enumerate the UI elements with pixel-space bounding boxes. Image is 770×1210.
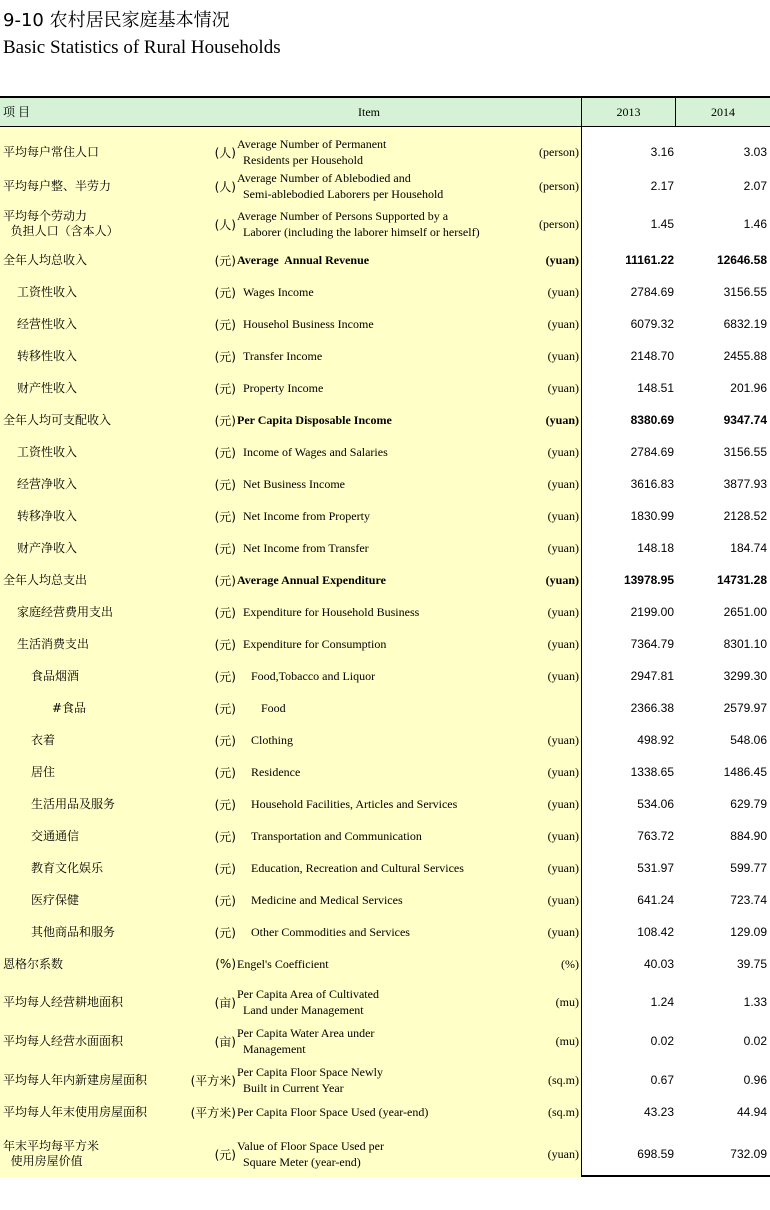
value-2014: 1486.45 xyxy=(723,765,767,779)
value-2013: 1830.99 xyxy=(630,509,674,523)
row-label-en: Income of Wages and Salaries xyxy=(243,445,388,459)
row-label-cn: 财产净收入 xyxy=(17,540,78,555)
table-row xyxy=(0,916,770,948)
table-row xyxy=(0,1061,770,1099)
row-label-en: Net Business Income xyxy=(243,477,345,491)
value-2013: 498.92 xyxy=(637,733,674,747)
row-label-en: Household Facilities, Articles and Services xyxy=(251,797,458,811)
row-label-cn: 其他商品和服务 xyxy=(31,924,116,939)
value-2013: 2784.69 xyxy=(630,285,674,299)
row-unit-en: (sq.m) xyxy=(548,1104,579,1119)
table-row xyxy=(0,820,770,852)
table-row xyxy=(0,692,770,724)
value-2013: 2784.69 xyxy=(630,445,674,459)
row-unit-en: (yuan) xyxy=(547,476,579,491)
table-title-cn: 9-10 农村居民家庭基本情况 xyxy=(3,10,230,31)
value-2014: 1.33 xyxy=(743,995,767,1009)
table-row xyxy=(0,724,770,756)
row-label-cn: 家庭经营费用支出 xyxy=(17,604,114,619)
value-2013: 3.16 xyxy=(650,145,674,159)
table-row xyxy=(0,564,770,596)
table-row xyxy=(0,340,770,372)
row-unit-en: (yuan) xyxy=(547,860,579,875)
row-unit-en: (yuan) xyxy=(547,348,579,363)
row-label-cn: 财产性收入 xyxy=(17,380,78,395)
row-unit-cn: (元) xyxy=(214,317,236,332)
row-unit-cn: (元) xyxy=(214,893,236,908)
row-unit-en: (mu) xyxy=(555,1033,579,1048)
row-label-en: Average Number of Ablebodied and Semi-ablebodied Laborers per Household xyxy=(237,171,444,201)
row-unit-cn: (元) xyxy=(214,349,236,364)
row-unit-en: (yuan) xyxy=(545,572,579,587)
table-row xyxy=(0,308,770,340)
row-unit-cn: (元) xyxy=(214,253,236,268)
row-unit-en: (yuan) xyxy=(547,924,579,939)
header-year-2014: 2014 xyxy=(711,105,735,119)
row-label-en: Clothing xyxy=(251,733,294,747)
row-label-cn: 全年人均总收入 xyxy=(3,252,88,267)
row-unit-en: (yuan) xyxy=(547,1146,579,1161)
row-unit-cn: (元) xyxy=(214,381,236,396)
table-row xyxy=(0,983,770,1021)
row-label-en: Transfer Income xyxy=(243,349,323,363)
value-2013: 763.72 xyxy=(637,829,674,843)
table-row xyxy=(0,500,770,532)
row-label-en: Value of Floor Space Used per Square Meter (year-end) xyxy=(237,1139,384,1169)
value-2014: 2579.97 xyxy=(723,701,767,715)
row-unit-en: (yuan) xyxy=(547,764,579,779)
row-unit-cn: (元) xyxy=(214,829,236,844)
table-row xyxy=(0,948,770,980)
table-row xyxy=(0,436,770,468)
value-2013: 108.42 xyxy=(637,925,674,939)
value-2014: 3877.93 xyxy=(723,477,767,491)
table-body xyxy=(0,127,770,1177)
row-label-cn: 衣着 xyxy=(31,732,56,747)
table-row xyxy=(0,244,770,276)
row-label-en: Average Annual Revenue xyxy=(237,253,370,267)
row-label-en: Other Commodities and Services xyxy=(251,925,410,939)
row-unit-cn: (%) xyxy=(215,957,236,971)
value-2013: 2947.81 xyxy=(630,669,674,683)
row-unit-cn: (平方米) xyxy=(190,1105,236,1120)
row-label-cn: 居住 xyxy=(31,764,56,779)
row-unit-en: (yuan) xyxy=(547,444,579,459)
table-row xyxy=(0,596,770,628)
row-unit-cn: (元) xyxy=(214,669,236,684)
row-label-en: Per Capita Floor Space Newly Built in Current Year xyxy=(237,1065,383,1095)
value-2014: 1.46 xyxy=(743,217,767,231)
row-unit-cn: (元) xyxy=(214,605,236,620)
row-unit-en: (yuan) xyxy=(547,828,579,843)
row-unit-en: (yuan) xyxy=(547,732,579,747)
table-row xyxy=(0,1022,770,1060)
value-2014: 3.03 xyxy=(743,145,767,159)
value-2014: 6832.19 xyxy=(723,317,767,331)
row-label-cn: 生活用品及服务 xyxy=(31,796,116,811)
value-2013: 148.51 xyxy=(637,381,674,395)
row-label-cn: 全年人均总支出 xyxy=(3,572,88,587)
row-unit-en: (yuan) xyxy=(547,668,579,683)
row-label-en: Expenditure for Household Business xyxy=(243,605,420,619)
row-label-en: Food xyxy=(261,701,286,715)
value-2014: 3156.55 xyxy=(723,445,767,459)
row-unit-cn: (元) xyxy=(214,445,236,460)
value-2014: 39.75 xyxy=(736,957,767,971)
table-row xyxy=(0,660,770,692)
value-2014: 129.09 xyxy=(730,925,767,939)
value-2013: 6079.32 xyxy=(630,317,674,331)
row-label-cn: 交通通信 xyxy=(31,828,80,843)
value-2013: 11161.22 xyxy=(625,253,674,267)
row-unit-cn: (元) xyxy=(214,701,236,716)
row-unit-en: (yuan) xyxy=(547,636,579,651)
row-label-cn: 平均每户整、半劳力 xyxy=(3,178,112,193)
row-label-cn: 平均每个劳动力 负担人口（含本人） xyxy=(3,209,119,238)
row-label-cn: 经营净收入 xyxy=(17,476,78,491)
value-2013: 1.24 xyxy=(650,995,674,1009)
row-unit-cn: (平方米) xyxy=(190,1073,236,1088)
value-2014: 9347.74 xyxy=(723,413,767,427)
row-label-cn: 转移净收入 xyxy=(17,508,78,523)
row-unit-en: (yuan) xyxy=(547,508,579,523)
row-label-en: Househol Business Income xyxy=(243,317,374,331)
value-2014: 0.02 xyxy=(743,1034,767,1048)
row-label-cn: 医疗保健 xyxy=(31,892,80,907)
value-2013: 2148.70 xyxy=(630,349,674,363)
table-row xyxy=(0,756,770,788)
table-row xyxy=(0,1133,770,1175)
row-label-en: Engel's Coefficient xyxy=(237,957,329,971)
row-unit-en: (yuan) xyxy=(547,316,579,331)
table-row xyxy=(0,1097,770,1127)
row-unit-en: (person) xyxy=(539,178,579,193)
value-2013: 3616.83 xyxy=(630,477,674,491)
table-row xyxy=(0,628,770,660)
row-unit-cn: (人) xyxy=(214,145,236,160)
row-unit-cn: (元) xyxy=(214,573,236,588)
table-row xyxy=(0,884,770,916)
row-unit-cn: (元) xyxy=(214,925,236,940)
value-2014: 184.74 xyxy=(730,541,767,555)
row-label-en: Per Capita Water Area under Management xyxy=(237,1026,375,1056)
row-unit-en: (person) xyxy=(539,144,579,159)
value-2013: 2199.00 xyxy=(630,605,674,619)
row-unit-en: (yuan) xyxy=(547,284,579,299)
value-2014: 0.96 xyxy=(743,1073,767,1087)
row-unit-cn: (元) xyxy=(214,861,236,876)
row-label-cn: 全年人均可支配收入 xyxy=(3,412,112,427)
value-2013: 43.23 xyxy=(643,1105,674,1119)
table-row xyxy=(0,404,770,436)
row-unit-en: (yuan) xyxy=(547,796,579,811)
row-unit-cn: (元) xyxy=(214,541,236,556)
table-row xyxy=(0,167,770,205)
row-label-en: Per Capita Disposable Income xyxy=(237,413,392,427)
value-2013: 148.18 xyxy=(637,541,674,555)
row-unit-en: (yuan) xyxy=(547,892,579,907)
header-divider xyxy=(675,98,676,126)
value-2013: 2366.38 xyxy=(630,701,674,715)
table-row xyxy=(0,532,770,564)
value-2014: 201.96 xyxy=(730,381,767,395)
row-label-en: Per Capita Floor Space Used (year-end) xyxy=(237,1105,429,1119)
row-unit-cn: (人) xyxy=(214,217,236,232)
row-label-cn: 恩格尔系数 xyxy=(3,956,64,971)
value-2013: 8380.69 xyxy=(630,413,674,427)
row-unit-en: (person) xyxy=(539,216,579,231)
row-unit-cn: (亩) xyxy=(214,995,236,1010)
row-label-cn: 食品烟酒 xyxy=(31,668,80,683)
table-row xyxy=(0,372,770,404)
header-item-en: Item xyxy=(358,105,380,119)
row-unit-cn: (人) xyxy=(214,179,236,194)
value-2013: 13978.95 xyxy=(623,573,674,587)
header-item-cn: 项 目 xyxy=(3,105,31,119)
row-unit-en: (yuan) xyxy=(547,604,579,619)
row-label-en: Medicine and Medical Services xyxy=(251,893,403,907)
row-label-en: Food,Tobacco and Liquor xyxy=(251,669,376,683)
value-2014: 2.07 xyxy=(743,179,767,193)
table-row xyxy=(0,276,770,308)
row-unit-cn: (元) xyxy=(214,733,236,748)
row-label-cn: 平均每人经营耕地面积 xyxy=(3,994,124,1009)
row-label-cn: 年末平均每平方米 使用房屋价值 xyxy=(3,1139,100,1168)
value-2014: 3156.55 xyxy=(723,285,767,299)
row-unit-en: (yuan) xyxy=(547,380,579,395)
value-2014: 884.90 xyxy=(730,829,767,843)
row-unit-cn: (元) xyxy=(214,509,236,524)
value-2013: 641.24 xyxy=(637,893,674,907)
value-2013: 2.17 xyxy=(650,179,674,193)
row-unit-cn: (亩) xyxy=(214,1034,236,1049)
row-label-en: Net Income from Transfer xyxy=(243,541,369,555)
row-unit-en: (yuan) xyxy=(545,412,579,427)
row-label-en: Average Number of Permanent Residents per Household xyxy=(237,137,387,167)
row-label-en: Average Annual Expenditure xyxy=(237,573,386,587)
value-2014: 548.06 xyxy=(730,733,767,747)
value-2013: 7364.79 xyxy=(630,637,674,651)
row-label-cn: 平均每人年内新建房屋面积 xyxy=(3,1072,148,1087)
row-label-cn: 教育文化娱乐 xyxy=(31,860,104,875)
row-label-cn: 平均每人经营水面面积 xyxy=(3,1033,124,1048)
row-label-en: Transportation and Communication xyxy=(251,829,422,843)
row-unit-en: (mu) xyxy=(555,994,579,1009)
value-2014: 14731.28 xyxy=(716,573,767,587)
row-label-en: Wages Income xyxy=(243,285,314,299)
value-2013: 531.97 xyxy=(637,861,674,875)
row-unit-cn: (元) xyxy=(214,413,236,428)
value-2013: 534.06 xyxy=(637,797,674,811)
row-label-cn: 生活消费支出 xyxy=(17,636,90,651)
row-label-cn: 经营性收入 xyxy=(17,316,78,331)
value-2014: 2128.52 xyxy=(723,509,767,523)
table-row xyxy=(0,788,770,820)
row-label-cn: 工资性收入 xyxy=(17,284,78,299)
row-label-cn: 平均每人年末使用房屋面积 xyxy=(3,1104,148,1119)
value-2014: 599.77 xyxy=(730,861,767,875)
value-2013: 0.67 xyxy=(650,1073,674,1087)
row-label-en: Property Income xyxy=(243,381,324,395)
table-row xyxy=(0,204,770,244)
row-unit-cn: (元) xyxy=(214,637,236,652)
row-unit-en: (%) xyxy=(561,956,579,971)
row-label-cn: 工资性收入 xyxy=(17,444,78,459)
row-unit-en: (yuan) xyxy=(547,540,579,555)
row-unit-cn: (元) xyxy=(214,765,236,780)
table-row xyxy=(0,852,770,884)
table-header xyxy=(0,98,770,127)
value-2014: 723.74 xyxy=(730,893,767,907)
row-unit-cn: (元) xyxy=(214,1147,236,1162)
header-year-2013: 2013 xyxy=(616,105,641,119)
row-label-en: Residence xyxy=(251,765,301,779)
value-2014: 44.94 xyxy=(736,1105,767,1119)
value-2014: 732.09 xyxy=(730,1147,767,1161)
table-title-en: Basic Statistics of Rural Households xyxy=(3,37,281,58)
row-unit-cn: (元) xyxy=(214,285,236,300)
value-2013: 40.03 xyxy=(643,957,674,971)
row-unit-cn: (元) xyxy=(214,477,236,492)
table-row xyxy=(0,468,770,500)
value-2013: 1.45 xyxy=(650,217,674,231)
row-unit-en: (sq.m) xyxy=(548,1072,579,1087)
value-2013: 698.59 xyxy=(637,1147,674,1161)
row-label-cn: #食品 xyxy=(52,700,87,715)
row-unit-cn: (元) xyxy=(214,797,236,812)
value-2014: 8301.10 xyxy=(723,637,767,651)
header-divider xyxy=(581,98,582,126)
row-label-cn: 平均每户常住人口 xyxy=(3,144,100,159)
row-label-en: Expenditure for Consumption xyxy=(243,637,387,651)
row-unit-en: (yuan) xyxy=(545,252,579,267)
value-2014: 2455.88 xyxy=(723,349,767,363)
value-2014: 3299.30 xyxy=(723,669,767,683)
statistics-table xyxy=(0,96,770,1177)
value-2014: 2651.00 xyxy=(723,605,767,619)
row-label-en: Per Capita Area of Cultivated Land under Management xyxy=(237,987,379,1017)
value-2014: 12646.58 xyxy=(716,253,767,267)
row-label-cn: 转移性收入 xyxy=(17,348,78,363)
value-2014: 629.79 xyxy=(730,797,767,811)
row-label-en: Net Income from Property xyxy=(243,509,370,523)
value-2013: 0.02 xyxy=(650,1034,674,1048)
row-label-en: Education, Recreation and Cultural Services xyxy=(251,861,464,875)
row-label-en: Average Number of Persons Supported by a Laborer (including the laborer himself or herself) xyxy=(237,209,480,239)
value-2013: 1338.65 xyxy=(630,765,674,779)
